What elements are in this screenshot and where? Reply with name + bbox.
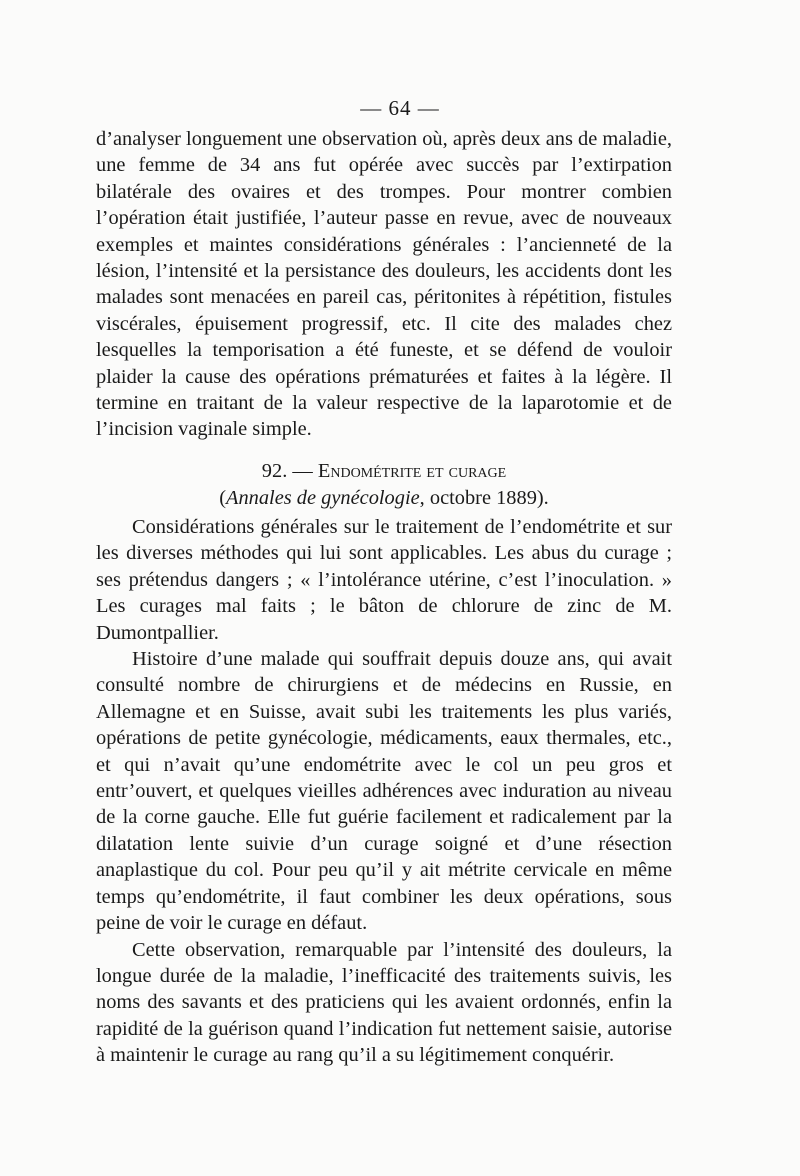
- section-title: Endométrite et curage: [317, 460, 507, 482]
- section-heading: [96, 458, 672, 484]
- source-date: , octobre 1889).: [419, 487, 549, 509]
- continued-paragraph: [96, 126, 672, 443]
- paragraph: Considérations générales sur le traitement de l’endométrite et sur les diverses méthodes qui lui sont applicables. Les abus du curage ; ses prétendus dangers ; « l’intolérance utérine, c’est l’inoculation. » Les curages mal faits ; le bâton de chlorure de zinc de M. Dumontpallier.: [96, 516, 672, 644]
- page-number: — 64 —: [360, 96, 440, 120]
- paragraph: Cette observation, remarquable par l’intensité des douleurs, la longue durée de la maladie, l’inefficacité des traitements suivis, les noms des savants et des praticiens qui les avaient ordonnés, enfin la rapidité de la guérison quand l’indication fut nettement saisie, autorise à maintenir le curage au rang qu’il a su légitimement conquérir.: [96, 938, 672, 1067]
- source-journal: Annales de gynécologie: [226, 487, 420, 509]
- section-body: [96, 514, 672, 1069]
- paragraph-text: d’analyser longuement une observation où, après deux ans de maladie, une femme de 34 ans fut opérée avec succès par l’extirpation bilatérale des ovaires et des trompes. Pour montrer combien l’opération était justifiée, l’auteur passe en revue, avec de nouveaux exemples et maintes considérations générales : l’ancienneté de la lésion, l’intensité et la persistance des douleurs, les accidents dont les malades sont menacées en pareil cas, péritonites à répétition, fistules viscérales, épuisement progressif, etc. Il cite des malades chez lesquelles la temporisation a été funeste, et se défend de vouloir plaider la cause des opérations prématurées et faites à la légère. Il termine en traitant de la valeur respective de la laparotomie et de l’incision vaginale simple.: [96, 128, 672, 441]
- source-open-paren: (: [219, 487, 227, 509]
- section-source: [96, 485, 672, 511]
- section-number: 92. —: [261, 460, 313, 482]
- paragraph: Histoire d’une malade qui souffrait depuis douze ans, qui avait consulté nombre de chirurgiens et de médecins en Russie, en Allemagne et en Suisse, avait subi les traitements les plus variés, opérations de petite gynécologie, médicaments, eaux thermales, etc., et qui n’avait qu’une endométrite avec le col un peu gros et entr’ouvert, et quelques vieilles adhérences avec induration au niveau de la corne gauche. Elle fut guérie facilement et radicalement par la dilatation lente suivie d’un curage soigné et d’une résection anaplastique du col. Pour peu qu’il y ait métrite cervicale en même temps qu’endométrite, il faut combiner les deux opérations, sous peine de voir le curage en défaut.: [96, 648, 672, 935]
